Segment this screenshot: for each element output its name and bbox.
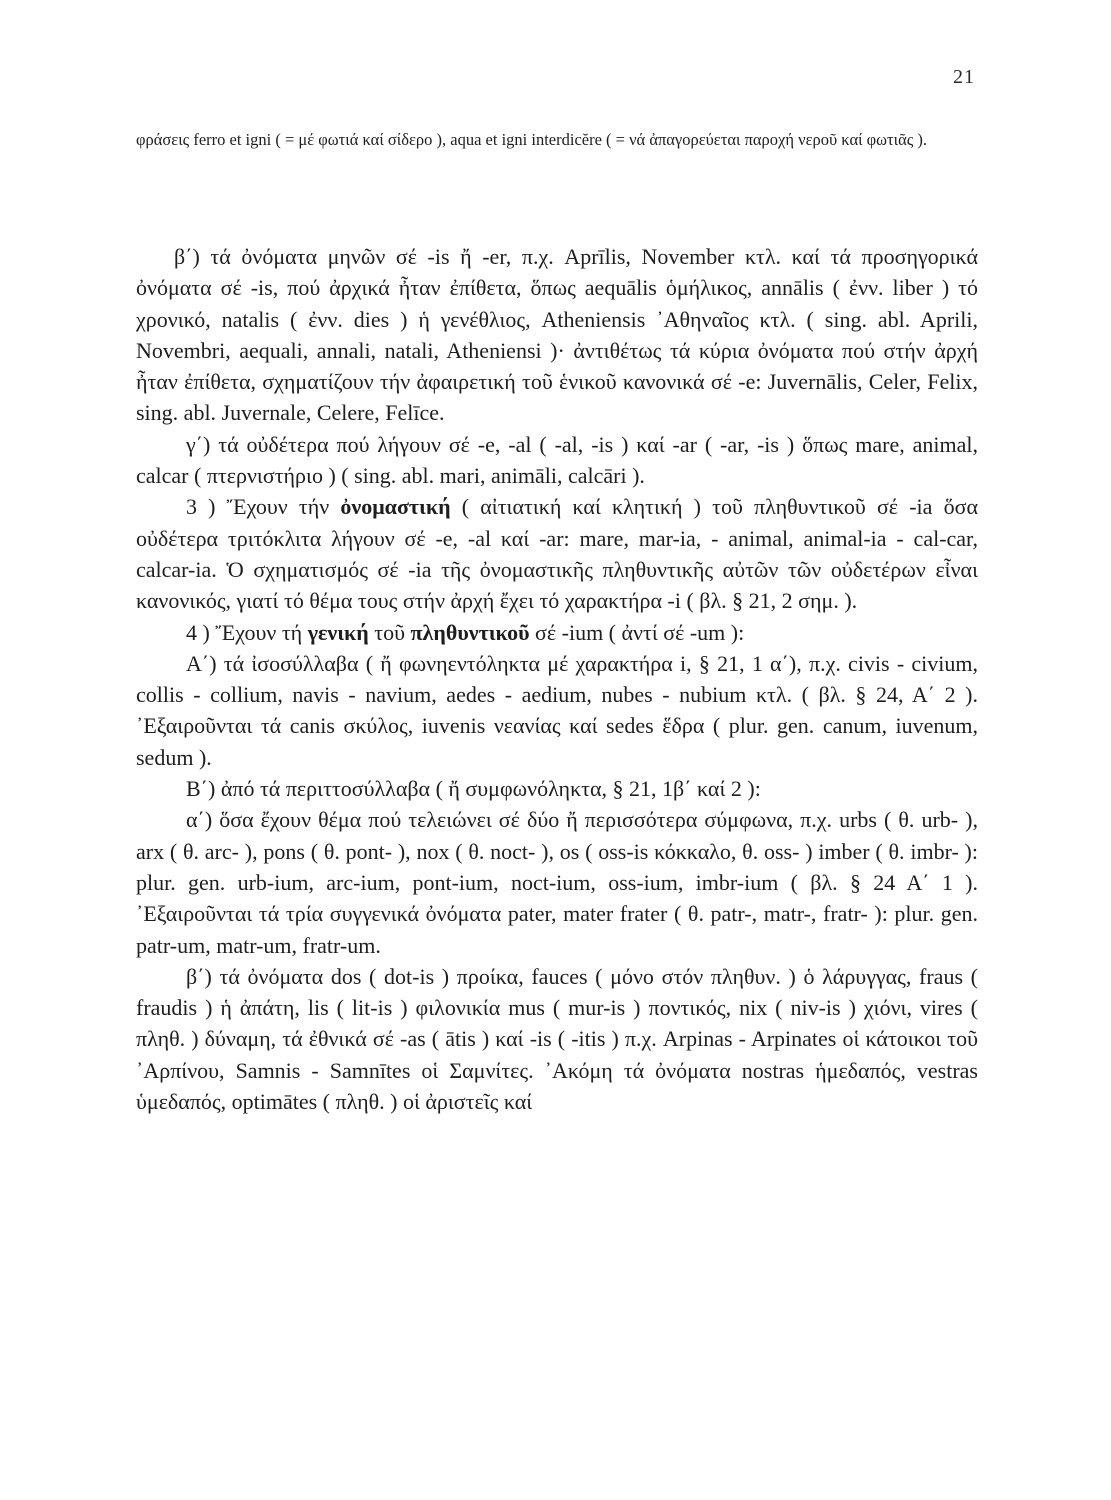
main-text — [136, 241, 978, 1117]
bold-term-nominative: ὀνομαστική — [340, 494, 451, 520]
paragraph-beta-months: β΄) τά ὀνόματα μηνῶν σέ -is ἤ -er, π.χ. Aprīlis, November κτλ. καί τά προσηγορικά ὀνόματα σέ -is, πού ἀρχικά ἦταν ἐπίθετα, ὅπως aequālis ὁμήλικος, annālis ( ἐνν. liber ) τό χρονικό, natalis ( ἐνν. dies ) ἡ γενέθλιος, Atheniensis ᾽Αθηναῖος κτλ. ( sing. abl. Aprili, Novembri, aequali, annali, natali, Atheniensi )· ἀντιθέτως τά κύρια ὀνόματα πού στήν ἀρχή ἦταν ἐπίθετα, σχηματίζουν τήν ἀφαιρετική τοῦ ἑνικοῦ κανονικά σέ -e: Juvernālis, Celer, Felix, sing. abl. Juvernale, Celere, Felīce. — [136, 244, 978, 426]
paragraph-3-post: ( αἰτιατική καί κλητική ) τοῦ πληθυντικοῦ σέ -ia ὅσα οὐδέτερα τριτόκλιτα λήγουν σέ -e, -al καί -ar: mare, mar-ia, - animal, animal-ia - cal-car, calcar-ia. Ὁ σχηματισμός σέ -ia τῆς ὀνομαστικῆς πληθυντικῆς αὐτῶν τῶν οὐδετέρων εἶναι κανονικός, γιατί τό θέμα τους στήν ἀρχή ἔχει τό χαρακτήρα -i ( βλ. § 21, 2 σημ. ). — [136, 494, 978, 614]
paragraph-beta-special-nouns: β΄) τά ὀνόματα dos ( dot-is ) προίκα, fauces ( μόνο στόν πληθυν. ) ὁ λάρυγγας, fraus ( fraudis ) ἡ ἀπάτη, lis ( lit-is ) φιλονικία mus ( mur-is ) ποντικός, nix ( niv-is ) χιόνι, vires ( πληθ. ) δύναμη, τά ἐθνικά σέ -as ( ātis ) καί -is ( -itis ) π.χ. Arpinas - Arpinates οἱ κάτοικοι τοῦ ᾽Αρπίνου, Samnis - Samnītes οἱ Σαμνίτες. ᾽Ακόμη τά ὀνόματα nostras ἡμεδαπός, vestras ὑμεδαπός, optimātes ( πληθ. ) οἱ ἀριστεῖς καί — [136, 963, 978, 1115]
paragraph-4-mid: τοῦ — [368, 619, 411, 645]
paragraph-gamma-neuters: γ΄) τά οὐδέτερα πού λήγουν σέ -e, -al ( -al, -is ) καί -ar ( -ar, -is ) ὅπως mare, animal, calcar ( πτερνιστήριο ) ( sing. abl. mari, animāli, calcāri ). — [136, 431, 978, 489]
paragraph-4-post: σέ -ium ( ἀντί σέ -um ): — [529, 619, 745, 645]
bold-term-genitive: γενική — [307, 619, 369, 645]
paragraph-3-pre: 3 ) Ἔχουν τήν — [186, 494, 341, 520]
paragraph-A-isosyllabic: Α΄) τά ἰσοσύλλαβα ( ἤ φωνηεντόληκτα μέ χαρακτήρα i, § 21, 1 α΄), π.χ. civis - civium, collis - collium, navis - navium, aedes - aedium, nubes - nubium κτλ. ( βλ. § 24, Α΄ 2 ). ᾽Εξαιροῦνται τά canis σκύλος, iuvenis νεανίας καί sedes ἕδρα ( plur. gen. canum, iuvenum, sedum ). — [136, 650, 978, 770]
paragraph-B-imparisyllabic: Β΄) ἀπό τά περιττοσύλλαβα ( ἤ συμφωνόληκτα, § 21, 1β΄ καί 2 ): — [186, 776, 761, 802]
paragraph-nominative-plural — [136, 491, 978, 616]
paragraph-alpha-consonant-stems: α΄) ὅσα ἔχουν θέμα πού τελειώνει σέ δύο ἤ περισσότερα σύμφωνα, π.χ. urbs ( θ. urb- ), arx ( θ. arc- ), pons ( θ. pont- ), nox ( θ. noct- ), os ( oss-is κόκκαλο, θ. oss- ) imber ( θ. imbr- ): plur. gen. urb-ium, arc-ium, pont-ium, noct-ium, oss-ium, imbr-ium ( βλ. § 24 Α΄ 1 ). ᾽Εξαιροῦνται τά τρία συγγενικά ὀνόματα pater, mater frater ( θ. patr-, matr-, fratr- ): plur. gen. patr-um, matr-um, fratr-um. — [136, 807, 978, 958]
paragraph-4-pre: 4 ) Ἔχουν τή — [186, 619, 308, 645]
footnote-text: φράσεις ferro et igni ( = μέ φωτιά καί σίδερο ), aqua et igni interdicĕre ( = νά ἀπαγορεύεται παροχή νεροῦ καί φωτιᾶς ). — [136, 130, 928, 149]
page-number: 21 — [953, 66, 975, 88]
bold-term-plural: πληθυντικοῦ — [410, 619, 530, 645]
paragraph-genitive-plural — [136, 617, 978, 648]
